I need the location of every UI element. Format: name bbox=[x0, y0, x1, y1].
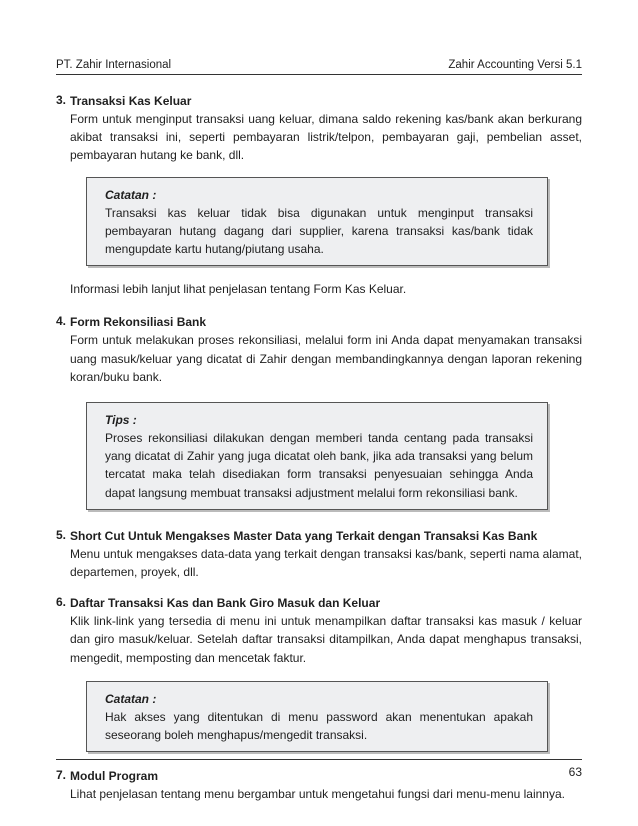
section-number: 7. bbox=[56, 768, 67, 783]
section-body: Menu untuk mengakses data-data yang terkait dengan transaksi kas/bank, seperti nama alamat, departemen, proyek, dll. bbox=[70, 546, 582, 580]
section-number: 4. bbox=[56, 314, 67, 329]
note-box bbox=[86, 177, 548, 267]
section-title: Daftar Transaksi Kas dan Bank Giro Masuk dan Keluar bbox=[70, 596, 381, 611]
page-content bbox=[56, 93, 582, 803]
section-body: Form untuk menginput transaksi uang keluar, dimana saldo rekening kas/bank akan berkurang akibat transaksi ini, seperti pembayaran listrik/telpon, pembayaran gaji, pembelian asset, pembayaran hutang ke bank, dll. bbox=[70, 112, 582, 163]
header-divider bbox=[56, 74, 582, 75]
section-kas-keluar bbox=[56, 93, 582, 298]
section-daftar-transaksi bbox=[56, 595, 582, 752]
note-text: Hak akses yang ditentukan di menu password akan menentukan apakah seseorang boleh menghapus/mengedit transaksi. bbox=[105, 709, 533, 743]
note-text: Transaksi kas keluar tidak bisa digunakan untuk menginput transaksi pembayaran hutang dagang dari supplier, karena transaksi kas/bank tidak mengupdate kartu hutang/piutang usaha. bbox=[105, 205, 533, 257]
section-body: Form untuk melakukan proses rekonsiliasi, melalui form ini Anda dapat menyamakan transaksi uang masuk/keluar yang dicatat di Zahir dengan membandingkannya dengan laporan rekening koran/buku bank. bbox=[70, 333, 582, 384]
section-number: 3. bbox=[56, 93, 67, 107]
note-label: Catatan : bbox=[105, 691, 157, 706]
section-number: 6. bbox=[56, 595, 67, 610]
header-company: PT. Zahir Internasional bbox=[56, 59, 172, 71]
tips-text: Proses rekonsiliasi dilakukan dengan memberi tanda centang pada transaksi yang dicatat di Zahir yang juga dicatat oleh bank, jika ada transaksi yang belum tercatat maka telah disediakan form transaksi penyesuaian sehingga Anda dapat langsung membuat transaksi adjustment melalui form rekonsiliasi bank. bbox=[105, 431, 533, 500]
section-number: 5. bbox=[56, 527, 67, 542]
section-body: Lihat penjelasan tentang menu bergambar untuk mengetahui fungsi dari menu-menu lainnya. bbox=[70, 787, 565, 802]
section-body: Klik link-link yang tersedia di menu ini untuk menampilkan daftar transaksi kas masuk / keluar dan giro masuk/keluar. Setelah daftar transaksi ditampilkan, Anda dapat menghapus transaksi, mengedit, memposting dan mencetak faktur. bbox=[70, 614, 582, 665]
section-title: Modul Program bbox=[70, 769, 159, 784]
footer-divider bbox=[56, 759, 582, 760]
section-followup: Informasi lebih lanjut lihat penjelasan tentang Form Kas Keluar. bbox=[70, 282, 407, 297]
note-box bbox=[86, 681, 548, 752]
section-shortcut bbox=[56, 528, 582, 581]
section-title: Short Cut Untuk Mengakses Master Data yang Terkait dengan Transaksi Kas Bank bbox=[70, 528, 538, 543]
tips-label: Tips : bbox=[105, 413, 137, 428]
section-title: Form Rekonsiliasi Bank bbox=[70, 315, 207, 330]
section-modul-program bbox=[56, 768, 582, 803]
page-number: 63 bbox=[568, 765, 582, 779]
note-label: Catatan : bbox=[105, 187, 157, 202]
section-rekonsiliasi bbox=[56, 314, 582, 509]
section-title: Transaksi Kas Keluar bbox=[70, 94, 192, 108]
tips-box bbox=[86, 402, 548, 510]
header-product: Zahir Accounting Versi 5.1 bbox=[448, 59, 582, 71]
